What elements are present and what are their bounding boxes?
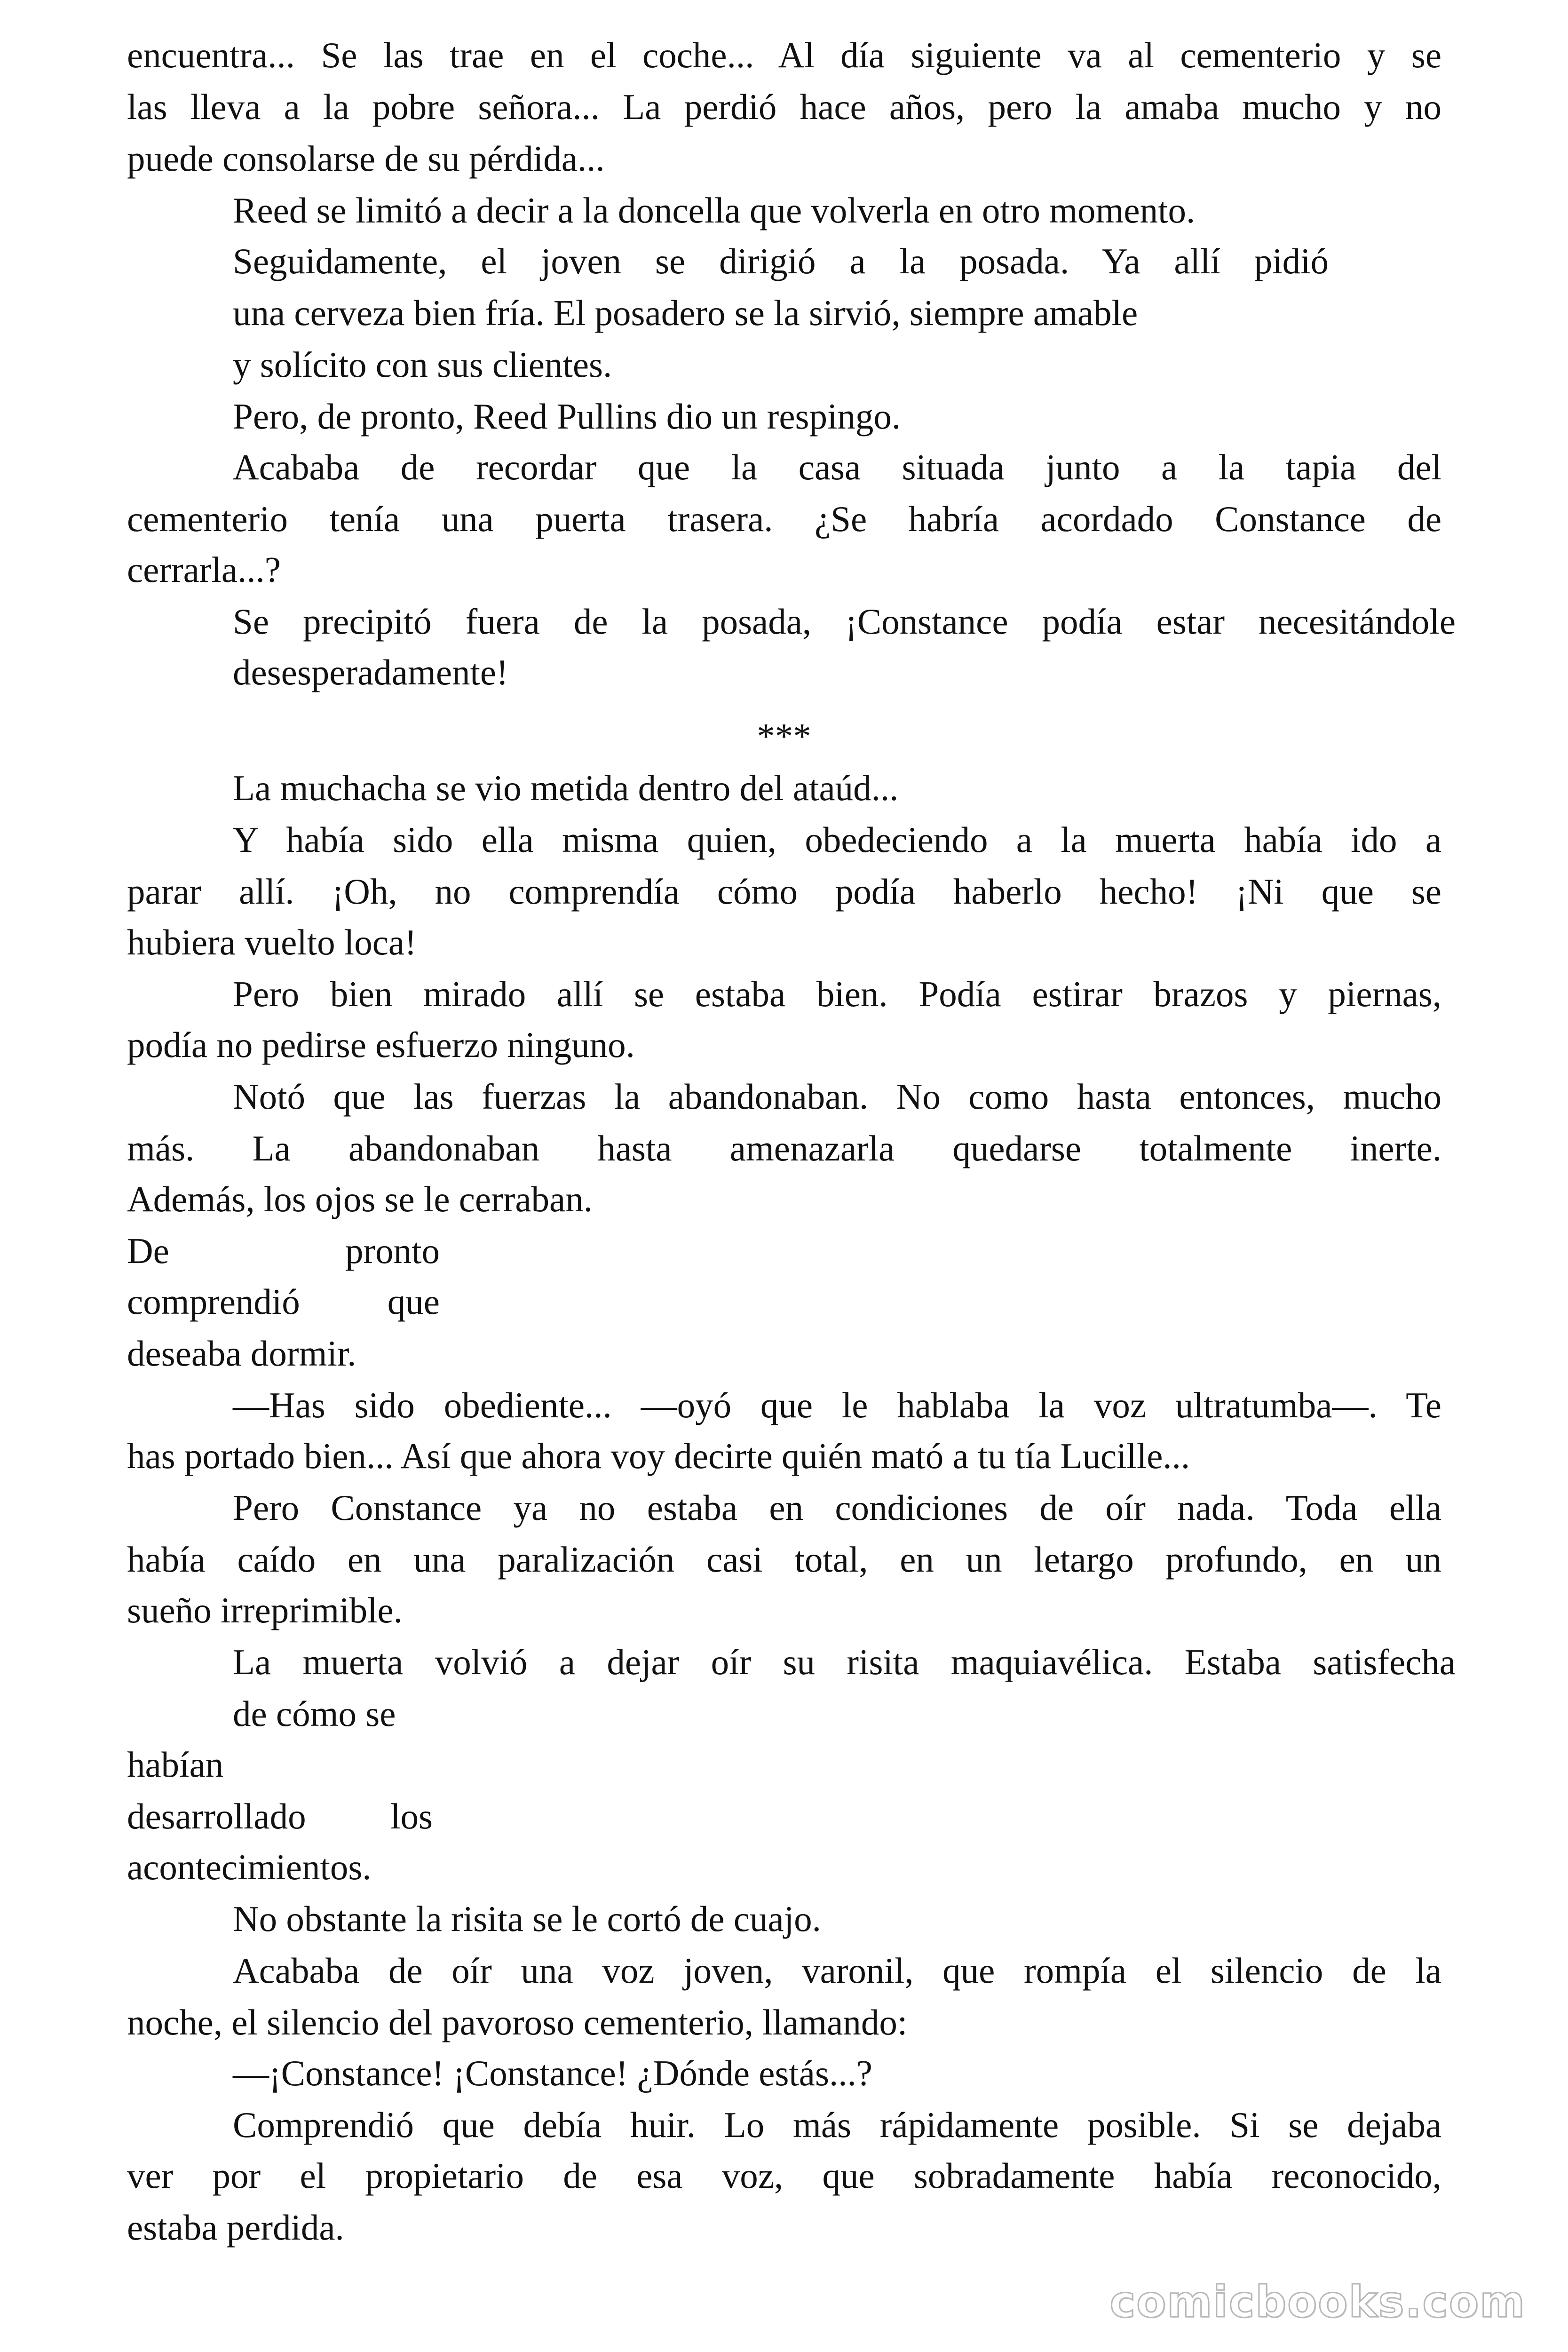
text-line: acontecimientos. [127,1847,372,1887]
text-line: encuentra... Se las trae en el coche... Al día siguiente va al cementerio y se [127,35,1441,75]
watermark: comicbooks.com [1109,2277,1526,2327]
text-line: deseaba dormir. [127,1333,356,1374]
text-line: estaba perdida. [127,2207,344,2248]
text-line: Notó que las fuerzas la abandonaban. No como hasta entonces, mucho [233,1076,1441,1117]
text-line: desesperadamente! [233,652,508,692]
text-line: parar allí. ¡Oh, no comprendía cómo podía haberlo hecho! ¡Ni que se [127,871,1441,912]
section-separator: *** [757,716,811,756]
text-line: podía no pedirse esfuerzo ninguno. [127,1025,635,1065]
text-line: Acababa de oír una voz joven, varonil, que rompía el silencio de la [233,1950,1441,1991]
text-line: Además, los ojos se le cerraban. [127,1179,593,1219]
text-line: había caído en una paralización casi total, en un letargo profundo, en un [127,1539,1441,1580]
text-line: ver por el propietario de esa voz, que sobradamente había reconocido, [127,2155,1441,2196]
text-line: Seguidamente, el joven se dirigió a la posada. Ya allí pidió [233,241,1329,281]
text-line: una cerveza bien fría. El posadero se la sirvió, siempre amable [233,293,1138,333]
text-line: Comprendió que debía huir. Lo más rápidamente posible. Si se dejaba [233,2105,1441,2145]
text-line: Acababa de recordar que la casa situada junto a la tapia del [233,447,1441,487]
text-line: más. La abandonaban hasta amenazarla quedarse totalmente inerte. [127,1128,1441,1168]
text-line: Pero bien mirado allí se estaba bien. Podía estirar brazos y piernas, [233,974,1441,1014]
text-line: La muerta volvió a dejar oír su risita maquiavélica. Estaba satisfecha [233,1642,1456,1682]
text-line: No obstante la risita se le cortó de cuajo. [233,1899,821,1939]
text-line: desarrollado los [127,1796,433,1836]
text-line: Reed se limitó a decir a la doncella que volverla en otro momento. [233,190,1196,230]
text-line: Pero Constance ya no estaba en condiciones de oír nada. Toda ella [233,1487,1441,1528]
text-line: De pronto [127,1231,440,1271]
text-line: habían [127,1744,224,1785]
text-line: las lleva a la pobre señora... La perdió hace años, pero la amaba mucho y no [127,87,1441,127]
text-line: comprendió que [127,1281,440,1322]
text-line: cementerio tenía una puerta trasera. ¿Se habría acordado Constance de [127,499,1441,539]
text-line: has portado bien... Así que ahora voy decirte quién mató a tu tía Lucille... [127,1436,1190,1476]
text-line: cerrarla...? [127,549,281,590]
text-line: Pero, de pronto, Reed Pullins dio un respingo. [233,396,901,437]
text-line: —¡Constance! ¡Constance! ¿Dónde estás...? [233,2053,872,2093]
text-line: y solícito con sus clientes. [233,344,612,385]
text-line: noche, el silencio del pavoroso cementerio, llamando: [127,2002,908,2042]
text-line: La muchacha se vio metida dentro del ataúd... [233,768,899,808]
text-line: de cómo se [233,1693,396,1734]
text-line: Se precipitó fuera de la posada, ¡Constance podía estar necesitándole [233,601,1456,642]
text-line: sueño irreprimible. [127,1590,403,1630]
text-line: hubiera vuelto loca! [127,922,417,962]
text-line: —Has sido obediente... —oyó que le hablaba la voz ultratumba—. Te [233,1385,1441,1425]
text-line: Y había sido ella misma quien, obedeciendo a la muerta había ido a [233,819,1441,860]
text-line: puede consolarse de su pérdida... [127,138,605,179]
